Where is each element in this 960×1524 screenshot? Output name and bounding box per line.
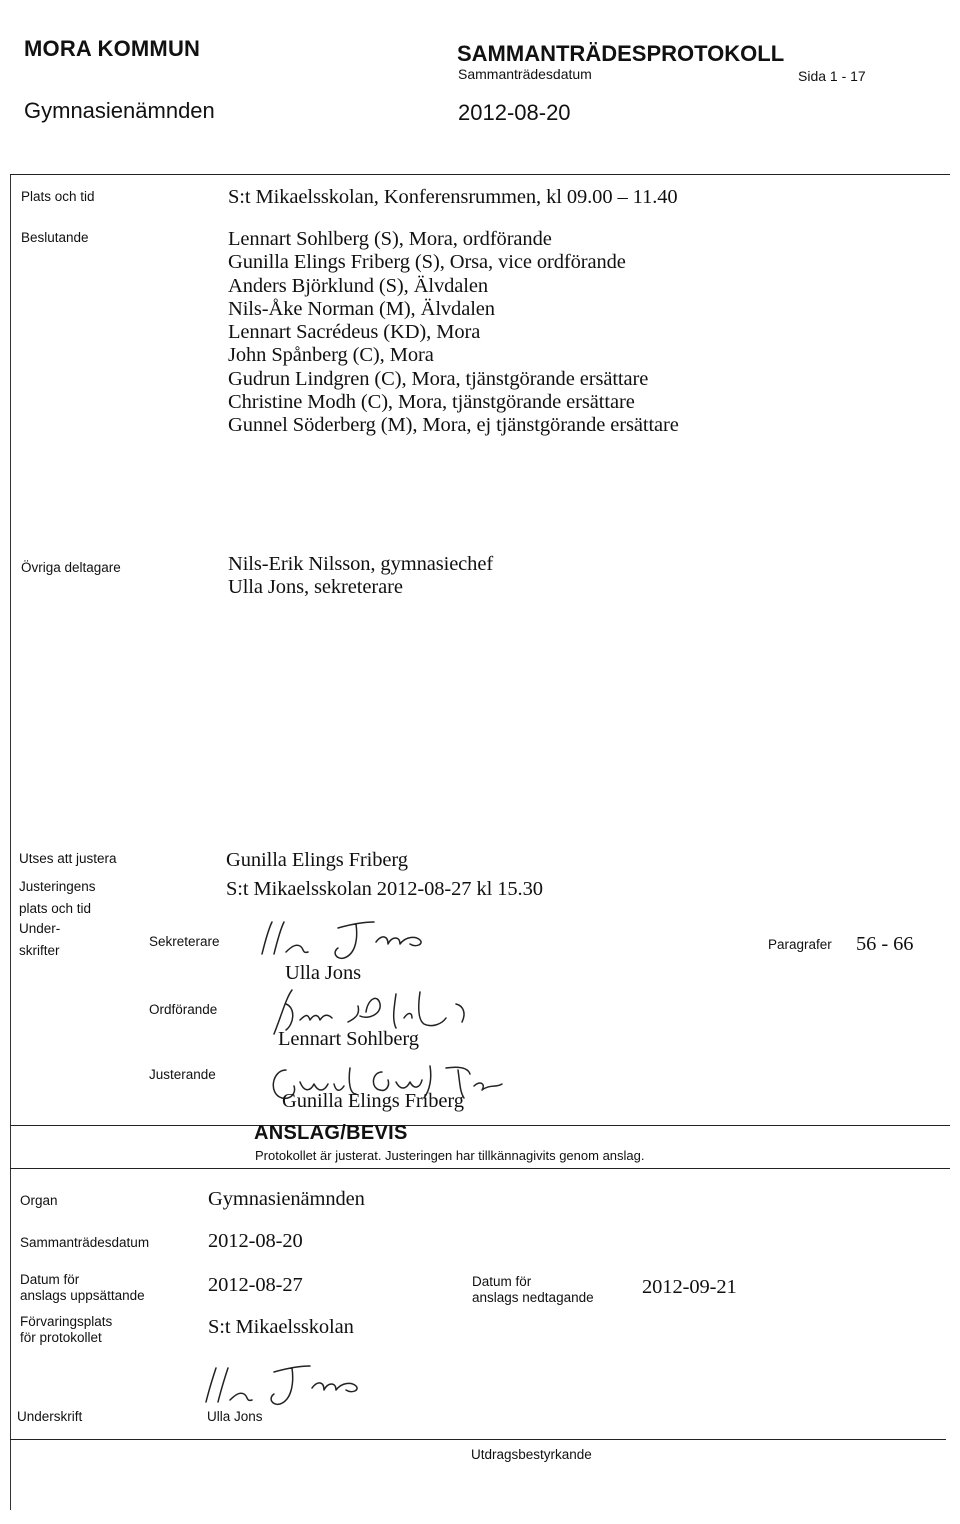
signatures-label-line1: Under- <box>19 921 61 936</box>
posted-date-label <box>20 1272 145 1304</box>
list-item: Ulla Jons, sekreterare <box>228 576 403 599</box>
secretary-signature <box>252 914 452 964</box>
place-and-time-value: S:t Mikaelsskolan, Konferensrummen, kl 09.00 – 11.40 <box>228 186 678 208</box>
list-item: Nils-Åke Norman (M), Älvdalen <box>228 297 495 320</box>
paragraphs-value: 56 - 66 <box>856 933 914 955</box>
notice-date-value: 2012-08-20 <box>208 1230 303 1252</box>
notice-subtitle: Protokollet är justerat. Justeringen har tillkännagivits genom anslag. <box>255 1148 645 1163</box>
other-participants-label: Övriga deltagare <box>21 560 121 575</box>
left-border-line <box>10 174 11 1510</box>
signatures-label <box>19 921 60 959</box>
meeting-date: 2012-08-20 <box>458 100 571 125</box>
other-participants-list <box>228 553 493 600</box>
list-item: Gunnel Söderberg (M), Mora, ej tjänstgörande ersättare <box>228 414 679 437</box>
posted-date-label-line2: anslags uppsättande <box>20 1288 145 1303</box>
secretary-name: Ulla Jons <box>285 962 361 984</box>
signature-name: Ulla Jons <box>207 1409 263 1424</box>
bottom-divider <box>10 1439 946 1440</box>
adjustment-place-label-line2: plats och tid <box>19 901 92 916</box>
notice-date-label: Sammanträdesdatum <box>20 1235 150 1250</box>
board-name: Gymnasienämnden <box>24 98 215 123</box>
adjuster-label: Justerande <box>149 1067 216 1082</box>
posted-date-label-line1: Datum för <box>20 1272 80 1287</box>
chair-name: Lennart Sohlberg <box>278 1028 419 1050</box>
organ-value: Gymnasienämnden <box>208 1188 365 1210</box>
posted-date-value: 2012-08-27 <box>208 1274 303 1296</box>
list-item: Nils-Erik Nilsson, gymnasiechef <box>228 553 494 575</box>
deciding-members-list <box>228 228 679 438</box>
list-item: Gudrun Lindgren (C), Mora, tjänstgörande ersättare <box>228 367 649 390</box>
signatures-label-line2: skrifter <box>19 943 60 958</box>
secretary-label: Sekreterare <box>149 934 220 949</box>
adjuster-name: Gunilla Elings Friberg <box>282 1090 464 1112</box>
page-number: Sida 1 - 17 <box>798 68 866 84</box>
list-item: Lennart Sohlberg (S), Mora, ordförande <box>228 228 552 250</box>
adjuster-assigned-value: Gunilla Elings Friberg <box>226 849 408 871</box>
chair-label: Ordförande <box>149 1002 218 1017</box>
adjustment-place-value: S:t Mikaelsskolan 2012-08-27 kl 15.30 <box>226 878 543 900</box>
paragraphs-label: Paragrafer <box>768 937 832 952</box>
removed-date-label-line1: Datum för <box>472 1274 532 1289</box>
list-item: Anders Björklund (S), Älvdalen <box>228 274 489 297</box>
list-item: Christine Modh (C), Mora, tjänstgörande ersättare <box>228 391 635 414</box>
adjustment-place-label-line1: Justeringens <box>19 879 96 894</box>
storage-value: S:t Mikaelsskolan <box>208 1316 354 1338</box>
removed-date-label <box>472 1274 594 1306</box>
list-item: Lennart Sacrédeus (KD), Mora <box>228 321 481 344</box>
adjuster-assigned-label: Utses att justera <box>19 851 117 866</box>
signature-label: Underskrift <box>17 1409 83 1424</box>
organ-label: Organ <box>20 1193 58 1208</box>
place-and-time-label: Plats och tid <box>21 189 95 204</box>
meeting-date-label: Sammanträdesdatum <box>458 66 592 82</box>
removed-date-label-line2: anslags nedtagande <box>472 1290 594 1305</box>
list-item: John Spånberg (C), Mora <box>228 344 434 367</box>
list-item: Gunilla Elings Friberg (S), Orsa, vice ordförande <box>228 251 626 274</box>
notice-underline <box>10 1168 950 1169</box>
storage-label-line2: för protokollet <box>20 1330 102 1345</box>
storage-label <box>20 1314 112 1346</box>
organization-name: MORA KOMMUN <box>24 36 201 61</box>
notice-signature <box>196 1360 386 1410</box>
notice-divider <box>10 1125 950 1126</box>
removed-date-value: 2012-09-21 <box>642 1276 737 1298</box>
storage-label-line1: Förvaringsplats <box>20 1314 113 1329</box>
document-type: SAMMANTRÄDESPROTOKOLL <box>457 41 785 66</box>
notice-title: ANSLAG/BEVIS <box>254 1122 408 1144</box>
extract-certification-label: Utdragsbestyrkande <box>471 1447 592 1462</box>
deciding-members-label: Beslutande <box>21 230 89 245</box>
top-divider <box>10 174 950 175</box>
adjustment-place-label <box>19 879 96 917</box>
